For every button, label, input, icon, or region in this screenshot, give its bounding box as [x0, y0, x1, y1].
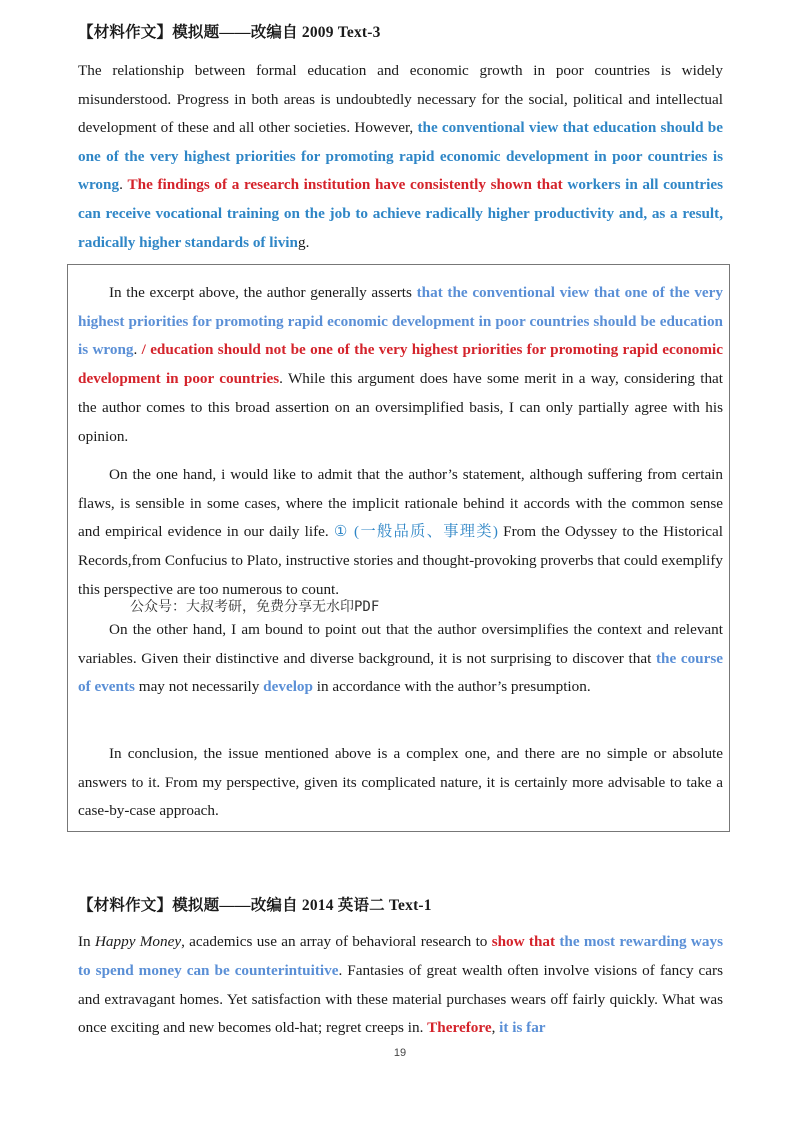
essay-text: . [133, 341, 142, 359]
highlight-blue: it is far [499, 1019, 546, 1037]
passage-text: . Fantasies of great wealth often involve visions of fancy cars and extravagant homes. Yet satisfaction with these material purchases wears off fairly quickly. What was once exciting and new becomes old-hat; regret creeps in. [78, 961, 724, 1037]
essay-text: From the Odyssey to the Historical Records,from Confucius to Plato, instructive stories and thought-provoking proverbs that could exemplify this perspective are too numerous to count. [78, 523, 723, 598]
highlight-blue: the course of events [78, 649, 724, 696]
passage-text: g. [297, 233, 310, 251]
highlight-red: / education should not be one of the very highest priorities for promoting rapid economic development in poor countries [78, 341, 724, 388]
passage-text: In [78, 933, 95, 950]
model-essay-box [67, 264, 730, 832]
book-title: Happy Money [94, 933, 182, 950]
section-heading-2009: 【材料作文】模拟题——改编自 2009 Text-3 [78, 24, 381, 41]
essay-paragraph-conclusion: In conclusion, the issue mentioned above is a complex one, and there are no simple or absolute answers to it. From my perspective, given its complicated nature, it is certainly more advisable to take a case-by-case approach. [78, 745, 723, 820]
highlight-blue: develop [263, 678, 313, 696]
highlight-blue: the conventional view that education should be one of the very highest priorities for promoting rapid economic development in poor countries is wrong [78, 119, 723, 194]
highlight-red: show that [491, 933, 556, 950]
passage-text: , academics use an array of behavioral research to [181, 933, 492, 950]
highlight-blue: workers in all countries can receive vocational training on the job to achieve radically higher productivity and, as a result, radically higher standards of livin [78, 176, 723, 251]
section-heading-2014: 【材料作文】模拟题——改编自 2014 英语二 Text-1 [78, 897, 432, 914]
essay-paragraph-intro [78, 279, 723, 451]
essay-paragraph-other-hand [78, 616, 723, 702]
watermark-text: 公众号：大叔考研，免费分享无水印PDF [130, 599, 380, 615]
highlight-blue: that the conventional view that one of the very highest priorities for promoting rapid economic development in poor countries should be education is wrong [78, 284, 723, 359]
highlight-red: The findings of a research institution have consistently shown that [127, 176, 563, 194]
highlight-red: Therefore [427, 1019, 492, 1037]
highlight-blue: the most rewarding ways to spend money can be counterintuitive [78, 933, 723, 979]
essay-text: in accordance with the author’s presumption. [312, 678, 591, 696]
source-passage-2014 [78, 928, 723, 1043]
essay-paragraph-one-hand [78, 461, 723, 605]
essay-text: may not necessarily [134, 678, 264, 696]
essay-text: . While this argument does have some merit in a way, considering that the author comes to this broad assertion on an oversimplified basis, I can only partially agree with his opinion. [78, 370, 724, 445]
essay-text: On the other hand, I am bound to point out that the author oversimplifies the context and relevant variables. Given their distinctive and diverse background, it is not surprising to discover that [78, 621, 723, 667]
passage-text: . [119, 176, 128, 194]
passage-text: , [491, 1019, 500, 1037]
source-passage-2009 [78, 57, 723, 257]
page-number: 19 [393, 1047, 407, 1059]
passage-text: The relationship between formal education and economic growth in poor countries is widely misunderstood. Progress in both areas is undoubtedly necessary for the social, political and intellectual development of these and all other societies. However, [78, 62, 723, 137]
category-note: ① (一般品质、事理类) [333, 523, 498, 541]
essay-text: On the one hand, i would like to admit that the author’s statement, although suffering from certain flaws, is sensible in some cases, where the implicit rationale behind it accords with the common sense and empirical evidence in our daily life. [78, 466, 723, 541]
essay-text: In the excerpt above, the author generally asserts [109, 284, 417, 301]
